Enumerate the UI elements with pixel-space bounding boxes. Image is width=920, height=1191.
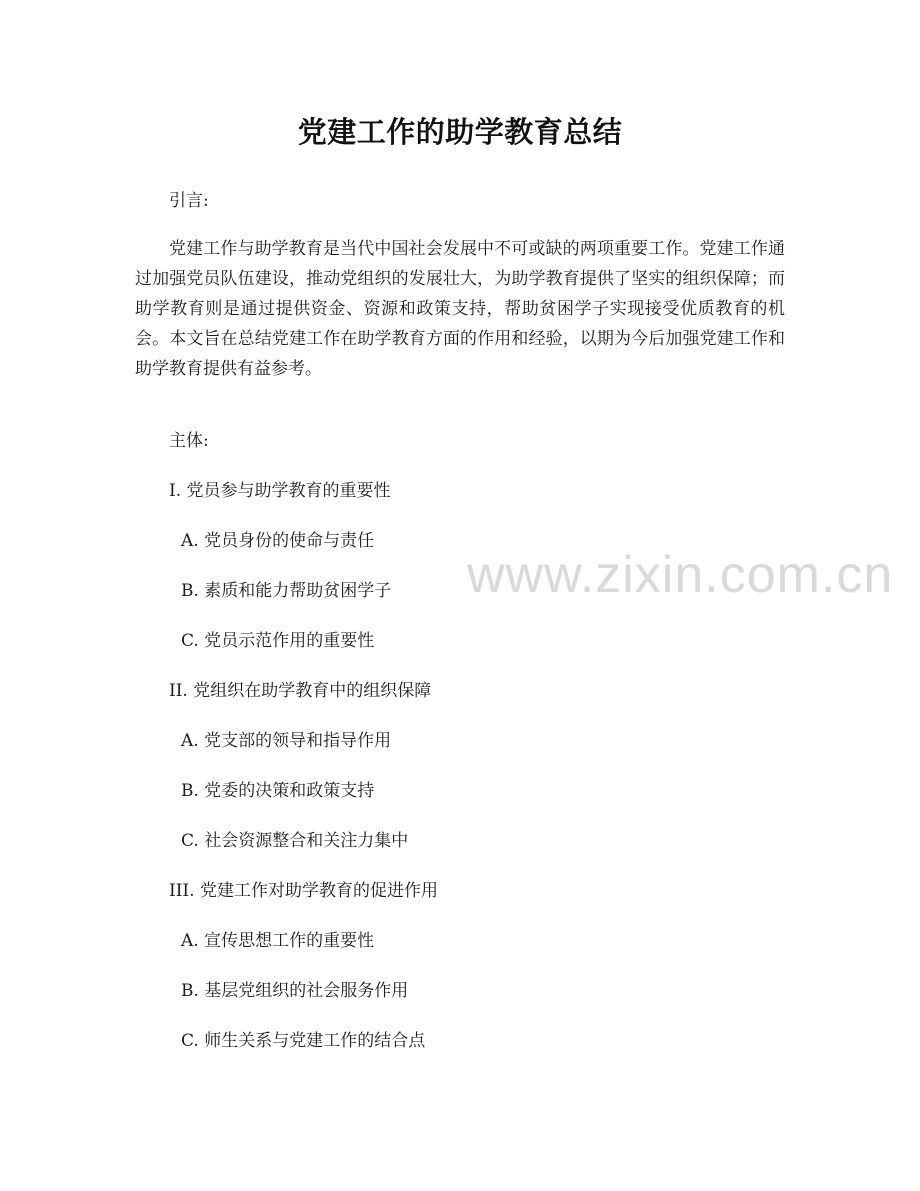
section-item: C. 社会资源整合和关注力集中 [181, 831, 409, 851]
section-item: A. 宣传思想工作的重要性 [181, 931, 375, 951]
intro-label: 引言: [169, 191, 209, 211]
intro-paragraph: 党建工作与助学教育是当代中国社会发展中不可或缺的两项重要工作。党建工作通过加强党员队伍建设，推动党组织的发展壮大，为助学教育提供了坚实的组织保障；而助学教育则是通过提供资金、资源和政策支持，帮助贫困学子实现接受优质教育的机会。本文旨在总结党建工作在助学教育方面的作用和经验，以期为今后加强党建工作和助学教育提供有益参考。 [135, 239, 785, 379]
section-item: A. 党支部的领导和指导作用 [181, 731, 392, 751]
section-item: B. 党委的决策和政策支持 [181, 781, 375, 801]
watermark: www.zixin.com.cn [467, 546, 894, 604]
section-heading: III. 党建工作对助学教育的促进作用 [169, 881, 438, 901]
section-item: A. 党员身份的使命与责任 [181, 531, 375, 551]
section-item: C. 师生关系与党建工作的结合点 [181, 1031, 426, 1051]
document-title: 党建工作的助学教育总结 [297, 115, 623, 149]
body-label: 主体: [169, 431, 209, 451]
section-heading: I. 党员参与助学教育的重要性 [169, 481, 391, 501]
section-item: B. 基层党组织的社会服务作用 [181, 981, 409, 1001]
section-item: C. 党员示范作用的重要性 [181, 631, 375, 651]
section-item: B. 素质和能力帮助贫困学子 [181, 581, 392, 601]
section-heading: II. 党组织在助学教育中的组织保障 [169, 681, 432, 701]
